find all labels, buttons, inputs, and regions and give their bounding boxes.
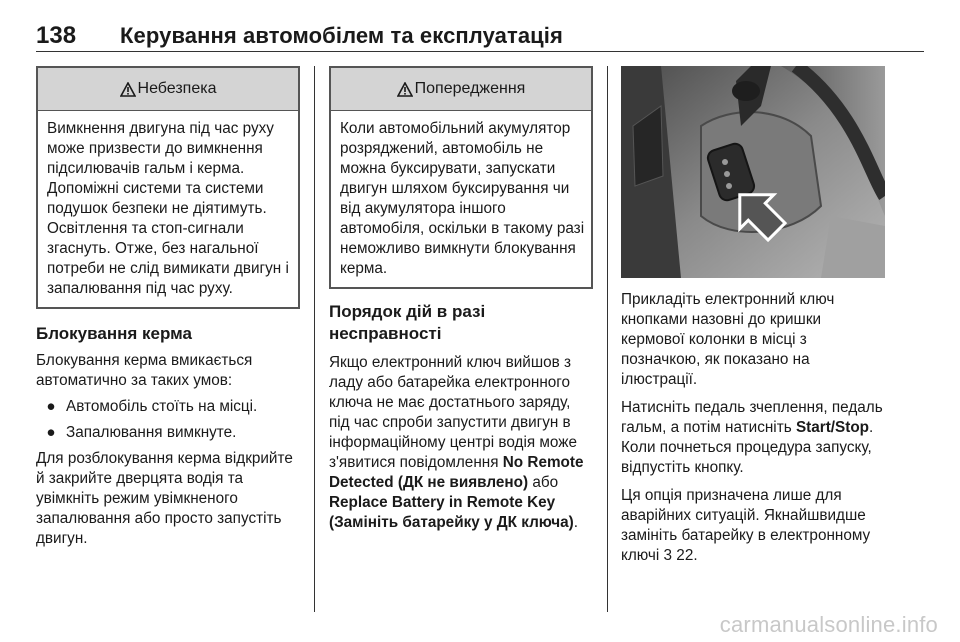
message-replace-battery: Replace Battery in Remote Key (Замініть батарейку у ДК ключа) <box>329 494 574 531</box>
warning-triangle-icon <box>397 82 413 97</box>
instruction-press-start-end: . Коли почнеться процедура запуску, відпустіть кнопку. <box>621 419 874 476</box>
column-divider-2 <box>607 66 608 612</box>
danger-box-title: Небезпека <box>137 80 217 97</box>
malfunction-text-start: Якщо електронний ключ вийшов з ладу або батарейка електронного ключа не має достатнього заряду, під час спроби запустити двигун в інформаційному центрі водія може з'явитися повідомлення <box>329 354 577 471</box>
message-no-remote: No Remote Detected (ДК не виявлено) <box>329 454 584 491</box>
list-item <box>36 397 300 417</box>
column-2 <box>329 66 593 533</box>
header-divider <box>36 51 924 52</box>
unlock-text: Для розблокування керма відкрийте й закрийте дверцята водія та увімкніть режим увімкненого запалювання або просто запустіть двигун. <box>36 450 293 547</box>
steering-lock-intro: Блокування керма вмикається автоматично за таких умов: <box>36 352 253 389</box>
list-item-text: Автомобіль стоїть на місці. <box>66 398 258 415</box>
page-reference[interactable]: 22. <box>672 547 698 564</box>
column-3 <box>621 66 885 566</box>
malfunction-text-mid: або <box>528 474 559 491</box>
caution-box-header <box>331 68 591 111</box>
bullet-dot: ● <box>46 424 56 441</box>
section-title: Керування автомобілем та експлуатація <box>120 23 563 48</box>
instruction-replace-battery-text: Ця опція призначена лише для аварійних ситуацій. Якнайшвидше замініть батарейку в електронному ключі <box>621 487 871 564</box>
instruction-press-start <box>621 398 885 478</box>
caution-box-text: Коли автомобільний акумулятор розряджений, автомобіль не можна буксирувати, запускати двигун шляхом буксирування чи від акумулятора іншого автомобіля, оскільки в такому разі неможливо вимкнути блокування керма. <box>340 120 585 277</box>
instruction-replace-battery <box>621 486 885 566</box>
page-header <box>36 22 563 50</box>
instruction-place-key: Прикладіть електронний ключ кнопками назовні до кришки кермової колонки в місці з позначкою, як показано на ілюстрації. <box>621 291 835 388</box>
bullet-dot: ● <box>46 398 56 415</box>
danger-box-text: Вимкнення двигуна під час руху може призвести до вимкнення підсилювачів гальм і керма. Допоміжні системи та системи подушок безпеки не діятимуть. Освітлення та стоп-сигнали згаснуть. Отже, без нагальної потреби не слід вимикати двигун і запалювання під час руху. <box>47 120 289 297</box>
instruction-press-start-text: Натисніть педаль зчеплення, педаль гальм, а потім натисніть <box>621 399 883 436</box>
caution-box-title: Попередження <box>414 80 526 97</box>
watermark-logo: carmanualsonline.info <box>719 612 938 637</box>
list-item-text: Запалювання вимкнуте. <box>66 424 237 441</box>
caution-box <box>329 66 593 289</box>
steering-column-photo <box>621 66 885 278</box>
danger-box <box>36 66 300 309</box>
warning-triangle-icon <box>120 82 136 97</box>
malfunction-heading: Порядок дій в разі несправності <box>329 302 486 343</box>
malfunction-text-end: . <box>573 514 579 531</box>
page-reference-arrow[interactable]: 3 <box>663 547 673 564</box>
list-item <box>36 423 300 443</box>
column-divider-1 <box>314 66 315 612</box>
malfunction-text <box>329 353 593 533</box>
page-number: 138 <box>36 22 77 49</box>
start-stop-label: Start/Stop <box>795 419 870 436</box>
danger-box-header <box>38 68 298 111</box>
steering-lock-heading: Блокування керма <box>36 324 192 343</box>
column-1 <box>36 66 300 549</box>
